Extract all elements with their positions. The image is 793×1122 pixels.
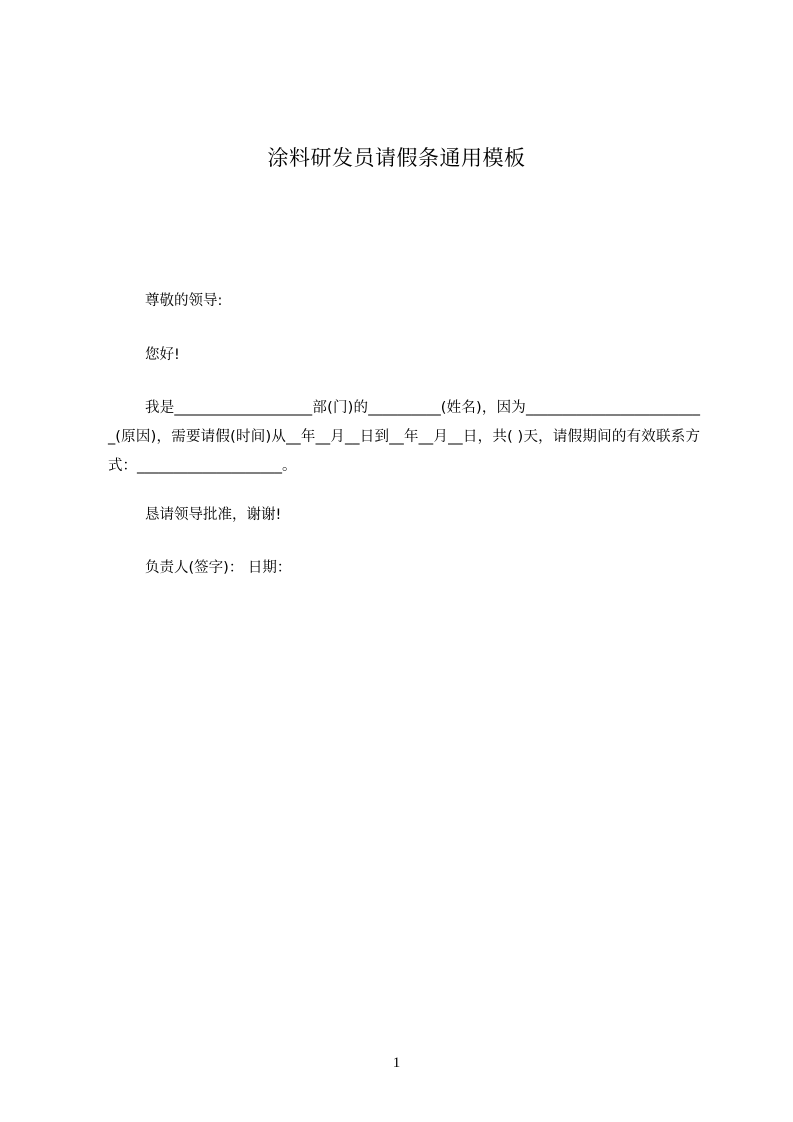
approval-request: 恳请领导批准，谢谢! [145,507,282,523]
salutation: 尊敬的领导: [145,293,223,309]
document-title: 涂料研发员请假条通用模板 [267,146,526,170]
signature-line: 负责人(签字)： 日期： [145,560,292,576]
leave-request-body: 我是___________________部(门)的__________(姓名)，因为_________________________(原因)，需要请假(时间)从__年__月__日到__年__月__日，共( )天，请假期间的有效联系方式：____________________。 [108,400,700,474]
greeting: 您好! [145,347,180,363]
page-number: 1 [392,1055,401,1071]
